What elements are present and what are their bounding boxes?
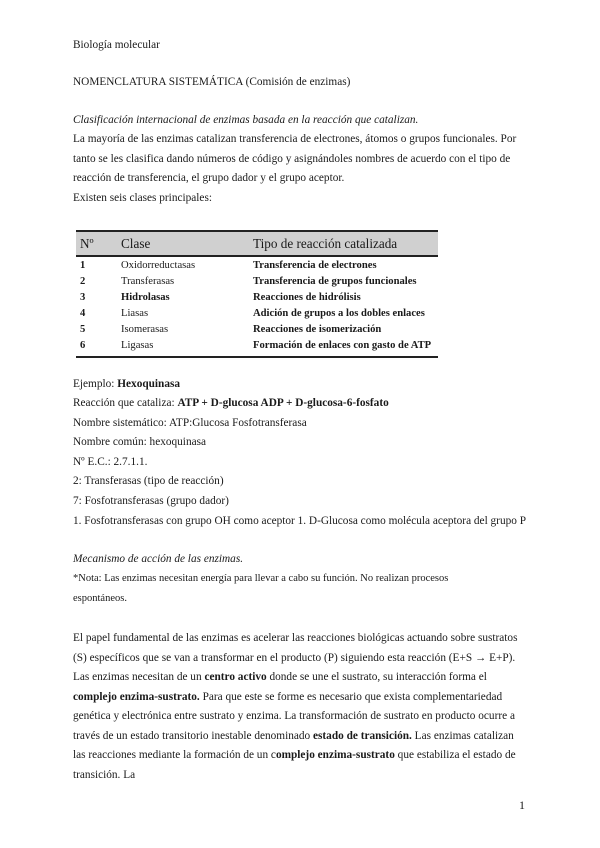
- arrow-symbol: →: [474, 651, 487, 664]
- enzyme-classes-table: [76, 230, 438, 358]
- term-active-center: centro activo: [204, 671, 267, 683]
- ec-digit-explanation: 7: Fosfotransferasas (grupo dador): [73, 495, 229, 507]
- row-class: Liasas: [121, 307, 149, 319]
- column-header-reaction-type: Tipo de reacción catalizada: [249, 231, 438, 256]
- ec-digit-explanation: 2: Transferasas (tipo de reacción): [73, 475, 224, 487]
- row-number: 1: [80, 259, 86, 271]
- paragraph-text: El papel fundamental de las enzimas es acelerar las reacciones biológicas actuando sobre sustratos (S) específicos que se van a transformar en el producto (P) siguiendo esta reacción (E+S: [73, 632, 518, 664]
- paragraph-text: que estabiliza el estado de transición. La: [73, 749, 516, 781]
- row-number: 5: [80, 323, 86, 335]
- paragraph-text: Las enzimas catalizan las reacciones mediante la formación de un c: [73, 729, 514, 761]
- row-reaction: Adición de grupos a los dobles enlaces: [253, 307, 425, 319]
- intro-line: La mayoría de las enzimas catalizan transferencia de electrones, átomos o grupos funcionales. Por: [73, 133, 517, 145]
- table-row: [76, 305, 438, 321]
- table-row: [76, 289, 438, 305]
- row-reaction: Transferencia de electrones: [253, 259, 377, 271]
- section-heading-classification: Clasificación internacional de enzimas basada en la reacción que catalizan.: [73, 114, 419, 126]
- ec-digit-explanation: 1. Fosfotransferasas con grupo OH como aceptor 1. D-Glucosa como molécula aceptora del grupo P: [73, 515, 526, 527]
- table-row: [76, 337, 438, 357]
- running-header: Biología molecular: [73, 39, 160, 51]
- reaction-equation: ATP + D-glucosa ADP + D-glucosa-6-fosfato: [177, 397, 389, 409]
- note-line: espontáneos.: [73, 593, 127, 604]
- row-reaction: Transferencia de grupos funcionales: [253, 275, 417, 287]
- table-row: [76, 256, 438, 273]
- page-number: 1: [519, 798, 525, 812]
- section-heading-mechanism: Mecanismo de acción de las enzimas.: [73, 553, 244, 565]
- example-label: Ejemplo:: [73, 378, 118, 390]
- row-number: 3: [80, 291, 86, 303]
- intro-line: tanto se les clasifica dando números de código y asignándoles nombres de acuerdo con el tipo de: [73, 153, 511, 165]
- note-line: *Nota: Las enzimas necesitan energía para llevar a cabo su función. No realizan procesos: [73, 573, 449, 584]
- page-title: NOMENCLATURA SISTEMÁTICA (Comisión de enzimas): [73, 76, 351, 88]
- reaction-label: Reacción que cataliza:: [73, 397, 178, 409]
- paragraph-text: Para que este se forme es necesario que exista complementariedad genética y electrónica entre sustrato y enzima. La transformación de sustrato en producto ocurre a través de un estado transitorio inestable denominado: [73, 690, 515, 742]
- row-number: 4: [80, 307, 86, 319]
- paragraph-text: E+P). Las enzimas necesitan de un: [73, 651, 516, 683]
- row-number: 2: [80, 275, 86, 287]
- row-class: Oxidorreductasas: [121, 259, 196, 271]
- example-line: [73, 377, 180, 391]
- row-class: Ligasas: [117, 337, 249, 357]
- row-class: Transferasas: [121, 275, 175, 287]
- table-header-row: [76, 231, 438, 256]
- reaction-line: [73, 396, 389, 410]
- column-header-class: Clase: [117, 231, 249, 256]
- row-reaction: Reacciones de isomerización: [253, 323, 382, 335]
- row-reaction: Reacciones de hidrólisis: [253, 291, 361, 303]
- table-row: [76, 273, 438, 289]
- enzyme-mechanism-paragraph: [73, 629, 523, 785]
- column-header-number: Nº: [76, 231, 117, 256]
- intro-line: Existen seis clases principales:: [73, 192, 212, 204]
- intro-line: reacción de transferencia, el grupo dador y el grupo aceptor.: [73, 172, 345, 184]
- row-class: Hidrolasas: [121, 291, 170, 303]
- row-number: 6: [76, 337, 117, 357]
- term-transition-state: estado de transición.: [313, 729, 412, 742]
- ec-number: Nº E.C.: 2.7.1.1.: [73, 456, 148, 468]
- row-reaction: Formación de enlaces con gasto de ATP: [249, 337, 438, 357]
- paragraph-text: donde se une el sustrato, su interacción forma el: [266, 671, 487, 683]
- table-row: [76, 321, 438, 337]
- example-enzyme-name: Hexoquinasa: [117, 378, 181, 390]
- systematic-name: Nombre sistemático: ATP:Glucosa Fosfotransferasa: [73, 417, 307, 429]
- common-name: Nombre común: hexoquinasa: [73, 436, 207, 448]
- row-class: Isomerasas: [121, 323, 169, 335]
- term-enzyme-substrate-complex: complejo enzima-sustrato.: [73, 690, 200, 703]
- term-enzyme-substrate-complex: omplejo enzima-sustrato: [275, 749, 395, 761]
